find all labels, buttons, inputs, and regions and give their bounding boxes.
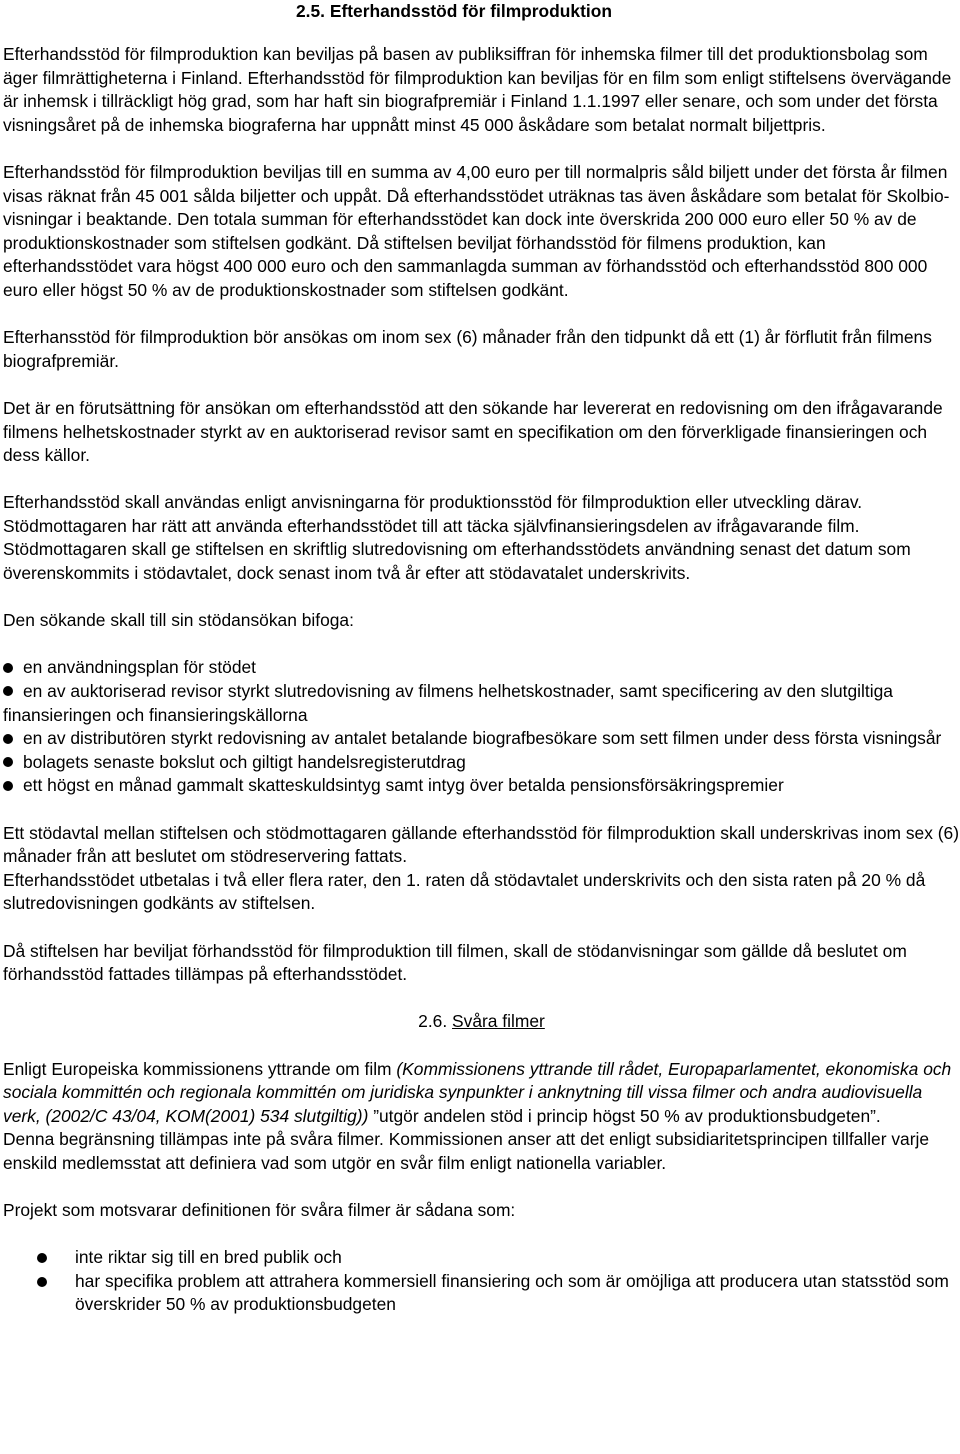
list-item: en av auktoriserad revisor styrkt slutredovisning av filmens helhetskostnader, samt specificering av den slutgiltiga finansieringen och finansieringskällorna bbox=[3, 681, 893, 725]
paragraph: Efterhansstöd för filmproduktion bör ansökas om inom sex (6) månader från den tidpunkt då ett (1) år förflutit från filmens biografpremiär. bbox=[3, 327, 932, 371]
list-item: en användningsplan för stödet bbox=[3, 656, 960, 680]
list-item: bolagets senaste bokslut och giltigt handelsregisterutdrag bbox=[3, 751, 960, 775]
paragraph: Projekt som motsvarar definitionen för svåra filmer är sådana som: bbox=[3, 1200, 516, 1221]
bullet-icon bbox=[3, 781, 13, 791]
paragraph: Då stiftelsen har beviljat förhandsstöd för filmproduktion till filmen, skall de stödanvisningar som gällde då beslutet om förhandsstöd fattades tillämpas på efterhandsstödet. bbox=[3, 940, 907, 985]
section-title: Efterhandsstöd för filmproduktion bbox=[329, 1, 612, 21]
section-heading-2-6 bbox=[3, 1010, 960, 1034]
section-number: 2.6. bbox=[418, 1011, 448, 1032]
paragraph: Efterhandsstöd för filmproduktion beviljas till en summa av 4,00 euro per till normalpris såld biljett under det första år filmen visas räknat från 45 001 sålda biljetter och uppåt. Då efterhandsstödet uträknas tas även åskådare som betalat för Skolbio-visningar i beaktande. Den totala summan för efterhandsstödet kan dock inte överskrida 200 000 euro eller 50 % av de produktionskostnader som stiftelsen godkänt. Då stiftelsen beviljat förhandsstöd för filmens produktion, kan efterhandsstödet vara högst 400 000 euro och den sammanlagda summan av förhandsstöd och efterhandsstöd 800 000 euro eller högst 50 % av de produktionskostnader som stiftelsen godkänt. bbox=[3, 161, 950, 300]
bullet-icon bbox=[3, 734, 13, 744]
section-heading bbox=[296, 0, 612, 24]
bullet-icon bbox=[37, 1253, 47, 1263]
paragraph: Denna begränsning tillämpas inte på svåra filmer. Kommissionen anser att det enligt subsidiaritetsprincipen tillfaller varje enskild medlemsstat att definiera vad som utgör en svår film enligt nationella variabler. bbox=[3, 1129, 930, 1173]
bullet-icon bbox=[37, 1277, 47, 1287]
bullet-icon bbox=[3, 686, 13, 696]
list-item: har specifika problem att attrahera kommersiell finansiering och som är omöjliga att producera utan statsstöd som överskrider 50 % av produktionsbudgeten bbox=[3, 1270, 960, 1317]
paragraph: Ett stödavtal mellan stiftelsen och stödmottagaren gällande efterhandsstöd för filmproduktion skall underskrivas inom sex (6) månader från att beslutet om stödreservering fattats. bbox=[3, 822, 960, 867]
paragraph: Efterhandsstöd för filmproduktion kan beviljas på basen av publiksiffran för inhemska filmer till det produktionsbolag som äger filmrättigheterna i Finland. Efterhandsstöd för filmproduktion kan beviljas för en film som enligt stiftelsens övervägande är inhemsk i tillräckligt hög grad, som har haft sin biografpremiär i Finland 1.1.1997 eller senare, och som under det första visningsåret på de inhemska biograferna har uppnått minst 45 000 åskådare som betalat normalt biljettpris. bbox=[3, 44, 952, 135]
document-body bbox=[3, 43, 960, 1317]
section-title: Svåra filmer bbox=[452, 1011, 545, 1032]
paragraph: Efterhandsstödet utbetalas i två eller flera rater, den 1. raten då stödavtalet underskrivits och den sista raten på 20 % då slutredovisningen godkänts av stiftelsen. bbox=[3, 869, 926, 914]
bullet-icon bbox=[3, 757, 13, 767]
list-item: inte riktar sig till en bred publik och bbox=[3, 1246, 960, 1270]
paragraph: Den sökande skall till sin stödansökan bifoga: bbox=[3, 610, 354, 631]
paragraph: Det är en förutsättning för ansökan om efterhandsstöd att den sökande har levererat en redovisning om den ifrågavarande filmens helhetskostnader styrkt av en auktoriserad revisor samt en specifikation om den förverkligade finansieringen och dess källor. bbox=[3, 397, 943, 466]
bullet-icon bbox=[3, 663, 13, 673]
section-number: 2.5. bbox=[296, 1, 326, 21]
criteria-list bbox=[3, 1246, 960, 1317]
paragraph: Efterhandsstöd skall användas enligt anvisningarna för produktionsstöd för filmproduktion eller utveckling därav. Stödmottagaren har rätt att använda efterhandsstödet till att täcka självfinansieringsdelen av ifrågavarande film. Stödmottagaren skall ge stiftelsen en skriftlig slutredovisning om efterhandsstödets användning senast det datum som överenskommits i stödavtalet, dock senast inom två år efter att stödavatalet underskrivits. bbox=[3, 492, 911, 584]
citation: (Kommissionens yttrande till rådet, Europaparlamentet, ekonomiska och sociala kommittén och regionala kommittén om juridiska synpunkter i anknytning till vissa filmer och andra audiovisuella verk, (2002/C 43/04, KOM(2001) 534 slutgiltig)) bbox=[3, 1058, 952, 1126]
paragraph: Enligt Europeiska kommissionens yttrande om film (Kommissionens yttrande till rådet, Europaparlamentet, ekonomiska och sociala kommittén och regionala kommittén om juridiska synpunkter i anknytning till vissa filmer och andra audiovisuella verk, (2002/C 43/04, KOM(2001) 534 slutgiltig)) ”utgör andelen stöd i princip högst 50 % av produktionsbudgeten”. bbox=[3, 1058, 952, 1126]
attachment-list bbox=[3, 656, 960, 798]
list-item: ett högst en månad gammalt skatteskuldsintyg samt intyg över betalda pensionsförsäkringspremier bbox=[3, 774, 960, 798]
list-item: en av distributören styrkt redovisning av antalet betalande biografbesökare som sett filmen under dess första visningsår bbox=[3, 727, 960, 751]
